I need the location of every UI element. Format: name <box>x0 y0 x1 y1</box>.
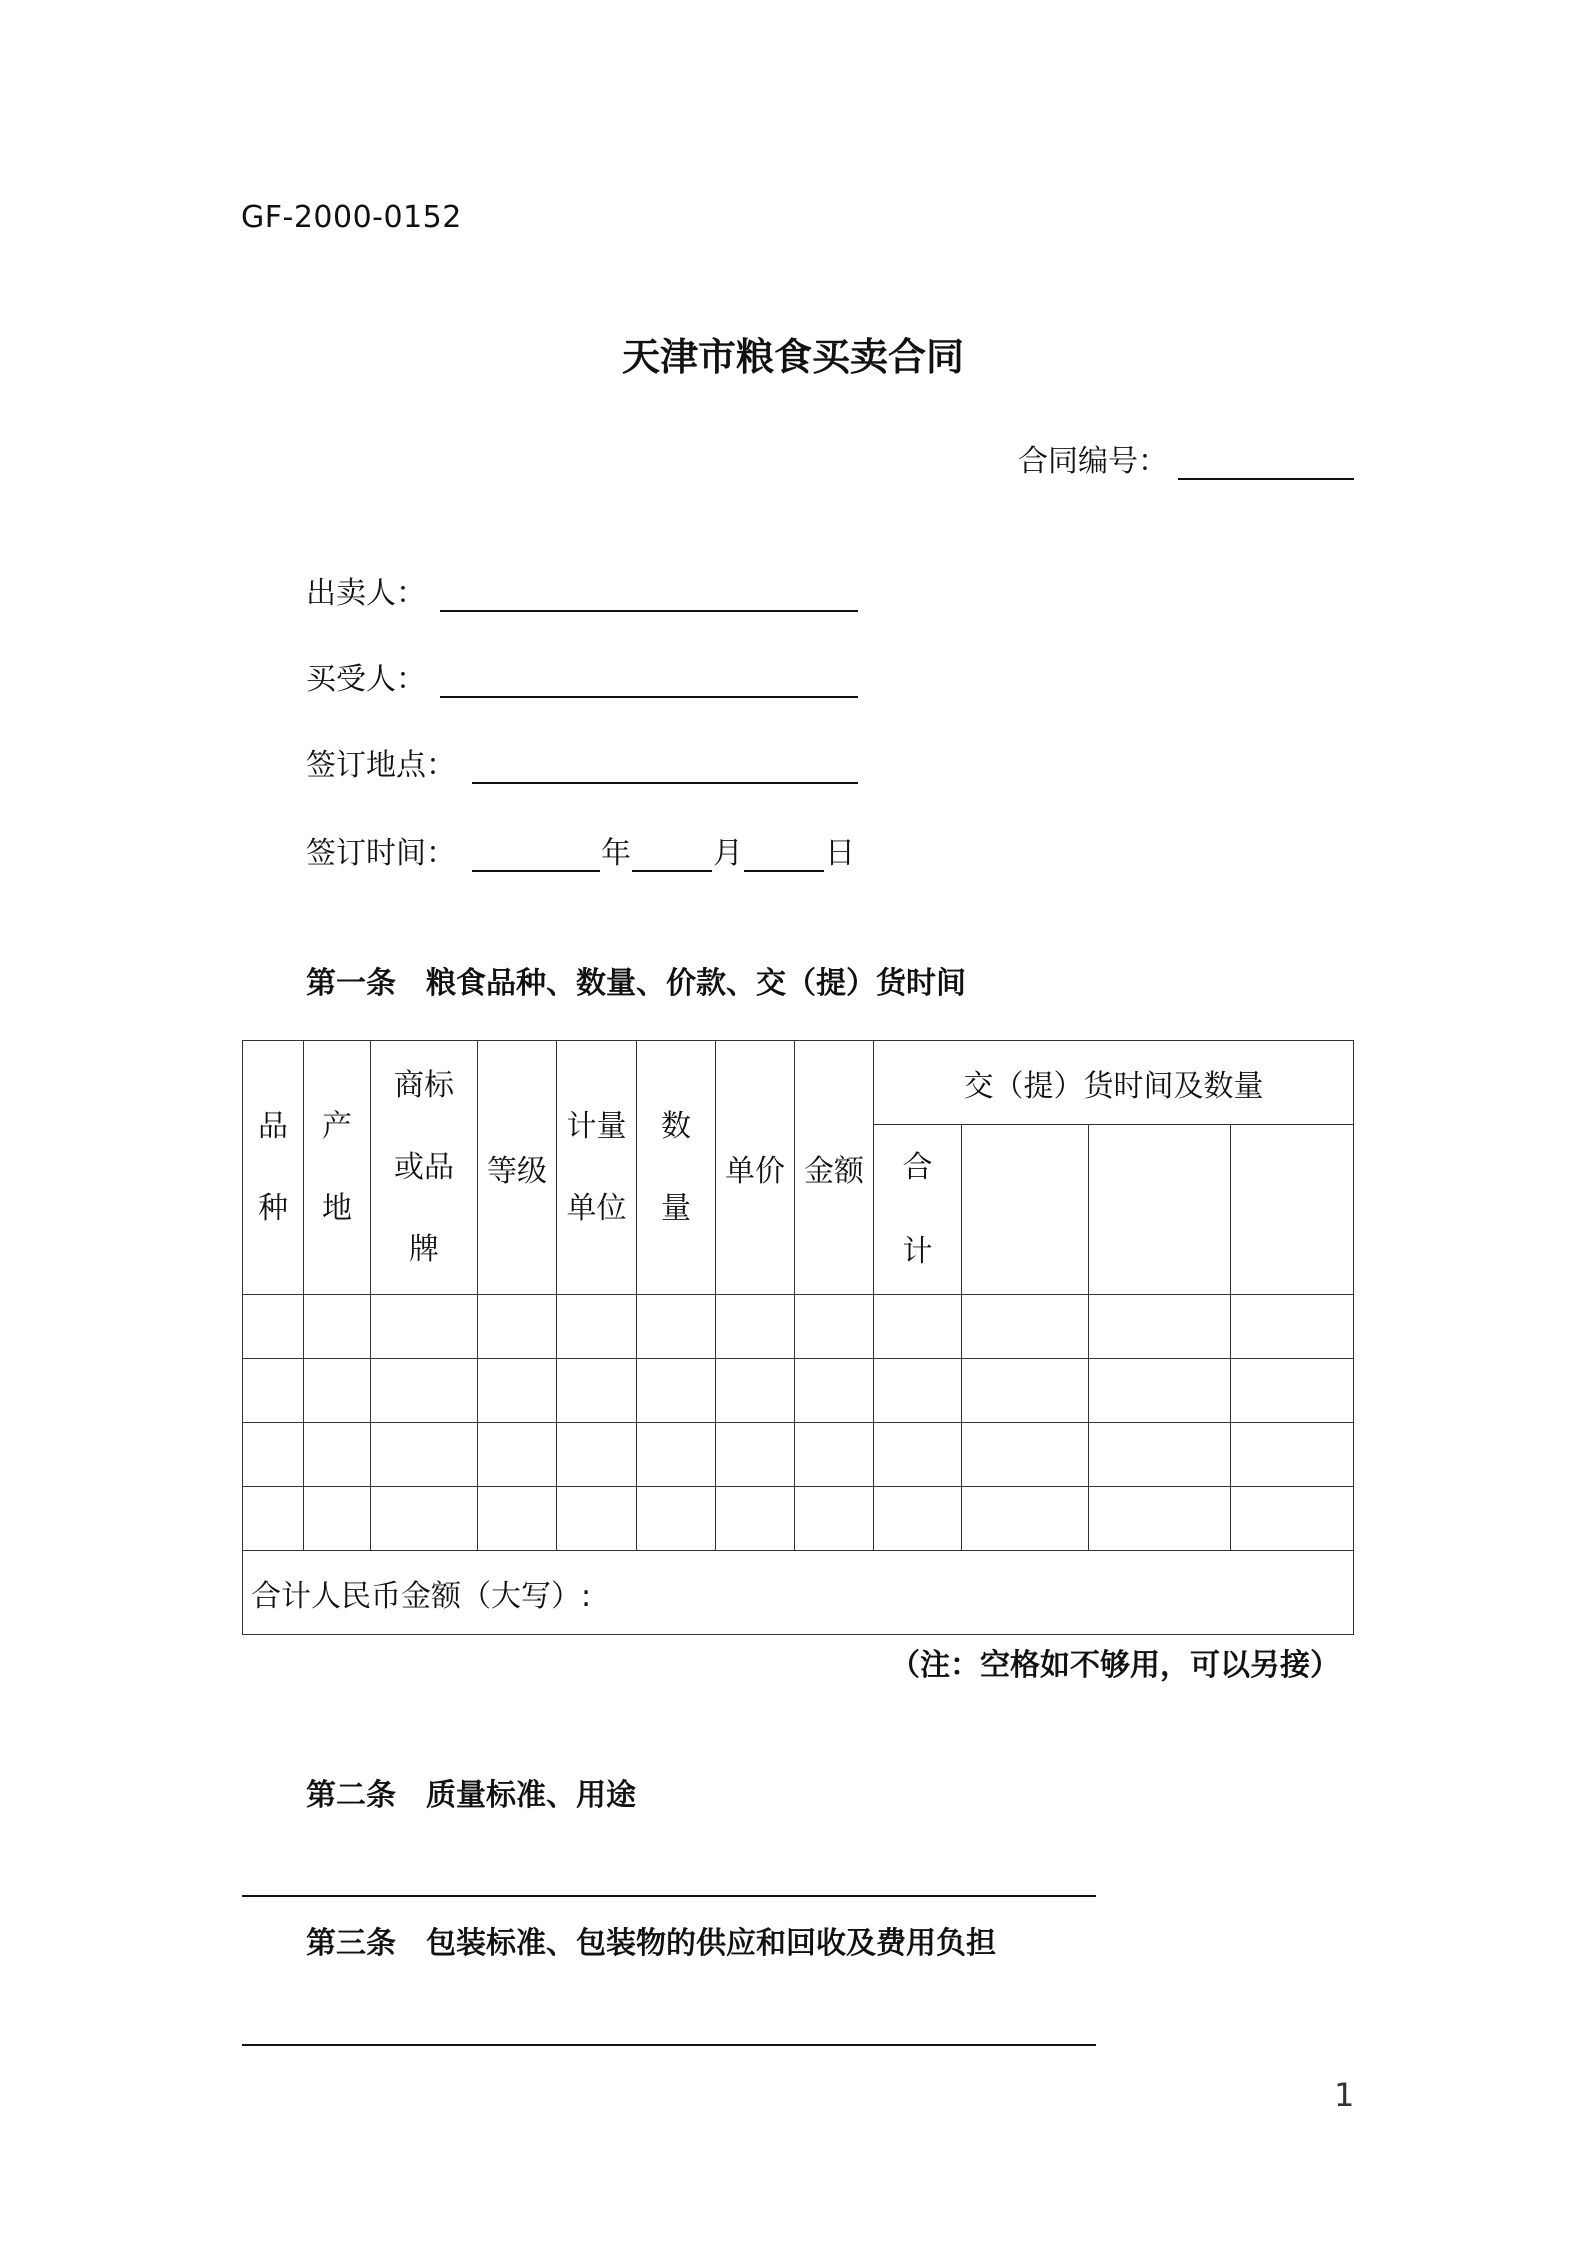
article-2-title: 质量标准、用途 <box>426 1778 636 1813</box>
article-3-heading <box>306 1918 996 1962</box>
table-cell[interactable] <box>304 1295 371 1359</box>
table-cell[interactable] <box>243 1295 304 1359</box>
table-cell[interactable] <box>478 1295 557 1359</box>
table-cell[interactable] <box>371 1359 478 1423</box>
page-number: 1 <box>1334 2076 1355 2114</box>
article-3-fill-line[interactable] <box>242 2044 1096 2046</box>
table-cell[interactable] <box>795 1359 874 1423</box>
article-1-title: 粮食品种、数量、价款、交（提）货时间 <box>426 966 966 1001</box>
table-cell[interactable] <box>478 1359 557 1423</box>
table-cell[interactable] <box>1231 1295 1354 1359</box>
table-cell[interactable] <box>795 1487 874 1551</box>
table-cell[interactable] <box>304 1487 371 1551</box>
table-row <box>243 1359 1354 1423</box>
table-cell[interactable] <box>557 1295 637 1359</box>
table-row <box>243 1295 1354 1359</box>
header-quantity: 数 量 <box>637 1041 716 1295</box>
article-3-title: 包装标准、包装物的供应和回收及费用负担 <box>426 1926 996 1961</box>
year-field[interactable] <box>472 832 600 872</box>
table-cell[interactable] <box>962 1359 1089 1423</box>
total-amount-label[interactable]: 合计人民币金额（大写）: <box>243 1551 1354 1635</box>
header-delivery-time-quantity: 交（提）货时间及数量 <box>874 1041 1354 1125</box>
delivery-cell[interactable] <box>962 1125 1089 1295</box>
contract-number-field[interactable] <box>1178 440 1354 480</box>
document-title: 天津市粮食买卖合同 <box>621 335 964 379</box>
table-cell[interactable] <box>637 1359 716 1423</box>
article-2-number: 第二条 <box>306 1778 396 1813</box>
article-2-fill-line[interactable] <box>242 1895 1096 1897</box>
table-cell[interactable] <box>716 1359 795 1423</box>
table-cell[interactable] <box>304 1423 371 1487</box>
table-cell[interactable] <box>1089 1487 1231 1551</box>
table-cell[interactable] <box>795 1423 874 1487</box>
signing-time-row <box>306 828 856 872</box>
table-row <box>243 1423 1354 1487</box>
delivery-cell[interactable] <box>1089 1125 1231 1295</box>
table-cell[interactable] <box>874 1423 962 1487</box>
header-unit: 计量 单位 <box>557 1041 637 1295</box>
table-cell[interactable] <box>304 1359 371 1423</box>
table-cell[interactable] <box>557 1423 637 1487</box>
table-cell[interactable] <box>962 1295 1089 1359</box>
table-cell[interactable] <box>716 1295 795 1359</box>
day-field[interactable] <box>744 832 824 872</box>
article-3-number: 第三条 <box>306 1926 396 1961</box>
table-cell[interactable] <box>716 1423 795 1487</box>
seller-row <box>306 568 858 612</box>
header-grade: 等级 <box>478 1041 557 1295</box>
table-cell[interactable] <box>371 1423 478 1487</box>
table-note: （注：空格如不够用，可以另接） <box>890 1648 1340 1683</box>
table-cell[interactable] <box>1231 1359 1354 1423</box>
place-field[interactable] <box>472 744 858 784</box>
contract-number-label: 合同编号： <box>1018 444 1168 479</box>
delivery-cell[interactable] <box>1231 1125 1354 1295</box>
table-cell[interactable] <box>1089 1295 1231 1359</box>
table-cell[interactable] <box>557 1487 637 1551</box>
table-cell[interactable] <box>1089 1423 1231 1487</box>
header-unit-price: 单价 <box>716 1041 795 1295</box>
article-2-heading <box>306 1770 636 1814</box>
buyer-field[interactable] <box>440 658 858 698</box>
table-cell[interactable] <box>962 1487 1089 1551</box>
header-amount: 金额 <box>795 1041 874 1295</box>
table-cell[interactable] <box>243 1487 304 1551</box>
month-label: 月 <box>713 836 743 871</box>
table-cell[interactable] <box>1089 1359 1231 1423</box>
header-origin: 产 地 <box>304 1041 371 1295</box>
signing-time-label: 签订时间： <box>306 836 456 871</box>
total-amount-row <box>243 1551 1354 1635</box>
table-cell[interactable] <box>1231 1487 1354 1551</box>
table-cell[interactable] <box>478 1487 557 1551</box>
table-cell[interactable] <box>371 1295 478 1359</box>
header-brand: 商标 或品 牌 <box>371 1041 478 1295</box>
table-cell[interactable] <box>874 1295 962 1359</box>
table-cell[interactable] <box>637 1423 716 1487</box>
table-cell[interactable] <box>716 1487 795 1551</box>
table-row <box>243 1487 1354 1551</box>
table-cell[interactable] <box>795 1295 874 1359</box>
seller-field[interactable] <box>440 572 858 612</box>
year-label: 年 <box>601 836 631 871</box>
place-label: 签订地点： <box>306 748 456 783</box>
table-cell[interactable] <box>243 1423 304 1487</box>
table-cell[interactable] <box>371 1487 478 1551</box>
article-1-heading <box>306 958 966 1002</box>
table-cell[interactable] <box>637 1295 716 1359</box>
seller-label: 出卖人： <box>306 576 426 611</box>
header-variety: 品 种 <box>243 1041 304 1295</box>
table-cell[interactable] <box>637 1487 716 1551</box>
month-field[interactable] <box>632 832 712 872</box>
contract-number-row <box>1018 436 1354 480</box>
table-cell[interactable] <box>243 1359 304 1423</box>
table-cell[interactable] <box>478 1423 557 1487</box>
table-cell[interactable] <box>874 1359 962 1423</box>
grain-items-table <box>242 1040 1354 1635</box>
table-cell[interactable] <box>557 1359 637 1423</box>
place-row <box>306 740 858 784</box>
article-1-number: 第一条 <box>306 966 396 1001</box>
table-cell[interactable] <box>874 1487 962 1551</box>
document-code: GF-2000-0152 <box>241 200 462 235</box>
table-cell[interactable] <box>1231 1423 1354 1487</box>
day-label: 日 <box>825 836 855 871</box>
table-cell[interactable] <box>962 1423 1089 1487</box>
header-total: 合 计 <box>874 1125 962 1295</box>
buyer-row <box>306 654 858 698</box>
buyer-label: 买受人： <box>306 662 426 697</box>
